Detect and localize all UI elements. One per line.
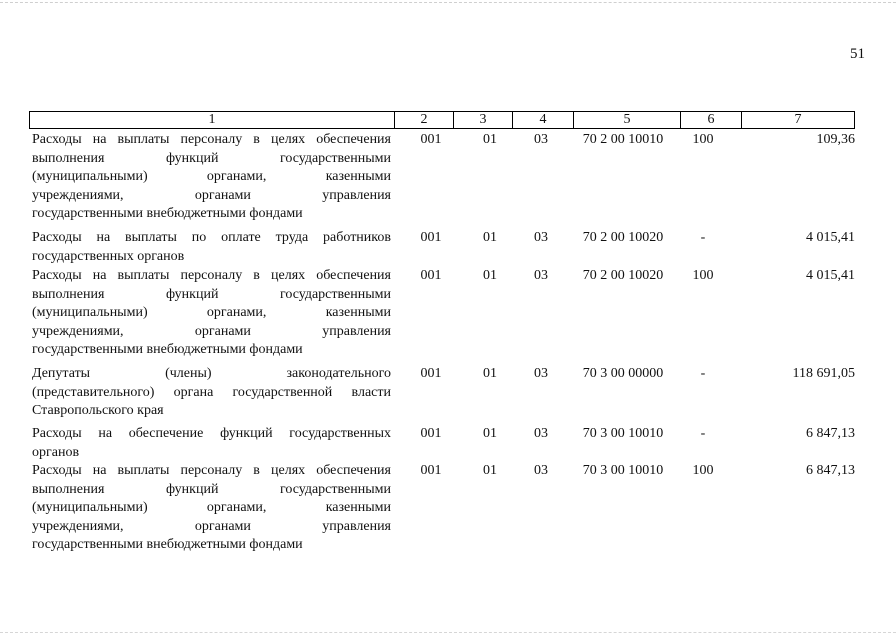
description-line: государственными внебюджетными фондами [32, 342, 303, 357]
cell-col-3: 01 [483, 230, 497, 245]
description-line: учреждениями, органами управления [32, 323, 391, 339]
row-description [32, 462, 391, 555]
description-line: Расходы на выплаты персоналу в целях обеспечения [32, 463, 391, 478]
cell-col-3: 01 [483, 268, 497, 283]
description-line: органов [32, 444, 80, 460]
cell-col-2: 001 [420, 268, 442, 283]
cell-col-4: 03 [534, 426, 548, 441]
header-col-3: 3 [454, 112, 513, 128]
row-description [32, 229, 391, 266]
cell-col-7: 4 015,41 [806, 230, 855, 245]
description-line: Депутаты (члены) законодательного [32, 366, 391, 381]
description-line: Ставропольского края [32, 403, 164, 418]
description-line: Расходы на обеспечение функций государственных [32, 426, 391, 441]
cell-col-3: 01 [483, 366, 497, 381]
cell-col-4: 03 [534, 366, 548, 381]
cell-col-7: 6 847,13 [806, 426, 855, 441]
cell-col-5: 70 2 00 10020 [582, 268, 664, 283]
cell-col-7: 109,36 [816, 132, 855, 147]
cell-col-6: - [700, 426, 706, 441]
cell-col-2: 001 [420, 426, 442, 441]
header-col-2: 2 [395, 112, 454, 128]
row-description [32, 425, 391, 462]
row-description [32, 131, 391, 224]
description-line: Расходы на выплаты персоналу в целях обеспечения [32, 268, 391, 283]
cell-col-3: 01 [483, 132, 497, 147]
description-line: (муниципальными) органами, казенными [32, 500, 391, 515]
description-line: государственными внебюджетными фондами [32, 537, 303, 552]
scan-top-edge [0, 2, 896, 3]
description-line: (муниципальными) органами, казенными [32, 169, 391, 184]
cell-col-7: 6 847,13 [806, 463, 855, 478]
description-line: государственными внебюджетными фондами [32, 206, 303, 221]
header-col-5: 5 [574, 112, 681, 128]
cell-col-3: 01 [483, 426, 497, 441]
cell-col-6: 100 [692, 132, 714, 147]
page-number: 51 [850, 46, 865, 62]
cell-col-2: 001 [420, 463, 442, 478]
cell-col-7: 118 691,05 [792, 366, 855, 381]
cell-col-5: 70 2 00 10010 [582, 132, 664, 147]
description-line: учреждениями, органами управления [32, 518, 391, 534]
description-line: (муниципальными) органами, казенными [32, 305, 391, 320]
description-line: государственных органов [32, 248, 185, 264]
description-line: выполнения функций государственными [32, 286, 391, 302]
cell-col-5: 70 2 00 10020 [582, 230, 664, 245]
cell-col-7: 4 015,41 [806, 268, 855, 283]
cell-col-6: - [700, 230, 706, 245]
header-col-1: 1 [30, 112, 395, 128]
header-col-4: 4 [513, 112, 574, 128]
description-line: Расходы на выплаты по оплате труда работников [32, 230, 391, 245]
cell-col-4: 03 [534, 230, 548, 245]
cell-col-5: 70 3 00 10010 [582, 426, 664, 441]
cell-col-6: 100 [692, 463, 714, 478]
cell-col-6: 100 [692, 268, 714, 283]
cell-col-4: 03 [534, 132, 548, 147]
cell-col-2: 001 [420, 366, 442, 381]
description-line: учреждениями, органами управления [32, 187, 391, 203]
table-header-row [29, 111, 855, 129]
cell-col-5: 70 3 00 00000 [582, 366, 664, 381]
row-description [32, 365, 391, 421]
row-description [32, 267, 391, 360]
description-line: выполнения функций государственными [32, 150, 391, 166]
cell-col-2: 001 [420, 230, 442, 245]
scan-bottom-edge [0, 632, 896, 633]
description-line: (представительного) органа государственной власти [32, 384, 391, 400]
description-line: Расходы на выплаты персоналу в целях обеспечения [32, 132, 391, 147]
cell-col-4: 03 [534, 463, 548, 478]
cell-col-2: 001 [420, 132, 442, 147]
cell-col-5: 70 3 00 10010 [582, 463, 664, 478]
header-col-6: 6 [681, 112, 742, 128]
cell-col-3: 01 [483, 463, 497, 478]
cell-col-4: 03 [534, 268, 548, 283]
cell-col-6: - [700, 366, 706, 381]
description-line: выполнения функций государственными [32, 481, 391, 497]
header-col-7: 7 [794, 112, 802, 127]
